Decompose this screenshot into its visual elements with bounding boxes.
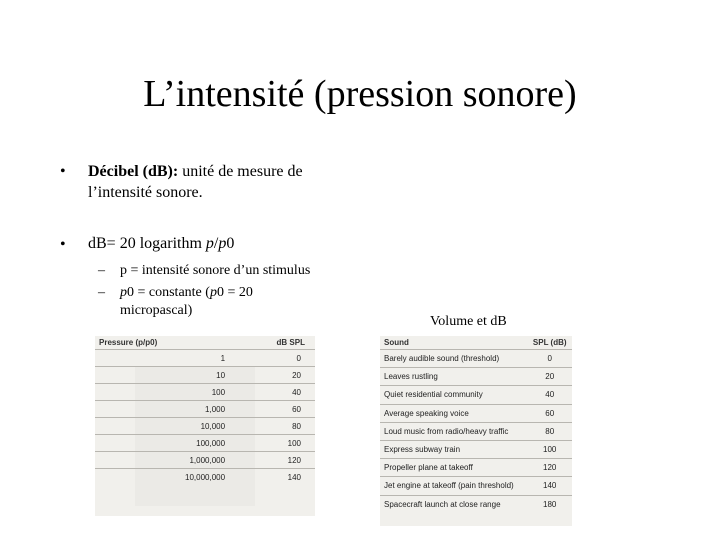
sub-bullet-1-text: p = intensité sonore d’un stimulus	[120, 263, 311, 278]
db-cell: 120	[229, 452, 315, 469]
pressure-cell: 10,000	[95, 418, 229, 435]
db-cell: 20	[229, 367, 315, 384]
sub-bullet-2-line2: micropascal)	[120, 303, 193, 318]
pressure-cell: 10,000,000	[95, 469, 229, 486]
db-cell: 60	[229, 401, 315, 418]
spl-cell: 120	[527, 459, 572, 477]
sound-table-scan	[380, 336, 572, 526]
table-row	[380, 386, 572, 404]
formula-p0: p	[218, 235, 227, 252]
table-row	[95, 418, 315, 435]
table-row	[380, 495, 572, 513]
db-cell: 0	[229, 350, 315, 367]
spl-cell: 0	[527, 350, 572, 368]
table-row	[380, 404, 572, 422]
spl-cell: 80	[527, 422, 572, 440]
pressure-table	[95, 336, 315, 485]
pressure-table-header	[95, 336, 315, 350]
sound-cell: Spacecraft launch at close range	[380, 495, 527, 513]
formula-slash: /	[213, 235, 219, 252]
bullet-1	[88, 161, 303, 203]
db-cell: 100	[229, 435, 315, 452]
sub-bullet-2-p: p	[120, 285, 127, 300]
sound-table-body	[380, 350, 572, 513]
pressure-cell: 100	[95, 384, 229, 401]
spl-cell: 20	[527, 368, 572, 386]
sub-bullet-1-dash: –	[98, 263, 105, 278]
formula-start: dB= 20 logarithm	[88, 235, 206, 252]
bullet-1-text-line2: l’intensité sonore.	[88, 184, 203, 201]
sub-bullet-2-text: 0 = constante (	[127, 285, 210, 300]
sub-bullet-2-p2: p	[209, 285, 217, 300]
sound-cell: Express subway train	[380, 440, 527, 458]
volume-label: Volume et dB	[430, 314, 507, 329]
table-row	[95, 452, 315, 469]
pressure-cell: 1,000,000	[95, 452, 229, 469]
sound-table	[380, 336, 572, 513]
db-cell: 80	[229, 418, 315, 435]
sound-cell: Propeller plane at takeoff	[380, 459, 527, 477]
table-row	[380, 368, 572, 386]
db-spl-header: dB SPL	[276, 338, 305, 347]
table-row	[380, 477, 572, 495]
sub-bullet-1	[98, 262, 310, 280]
sound-cell: Average speaking voice	[380, 404, 527, 422]
table-row	[95, 350, 315, 367]
table-row	[95, 401, 315, 418]
table-row	[95, 435, 315, 452]
pressure-cell: 1	[95, 350, 229, 367]
table-row	[380, 422, 572, 440]
bullet-2-formula	[88, 233, 234, 254]
spl-cell: 180	[527, 495, 572, 513]
pressure-table-scan	[95, 336, 315, 516]
sound-cell: Quiet residential community	[380, 386, 527, 404]
table-row	[380, 459, 572, 477]
pressure-cell: 100,000	[95, 435, 229, 452]
sound-cell: Barely audible sound (threshold)	[380, 350, 527, 368]
slide-title: L’intensité (pression sonore)	[143, 73, 577, 115]
formula-p: p	[205, 235, 214, 252]
table-row	[95, 469, 315, 486]
table-row	[95, 367, 315, 384]
sub-bullet-2-dash: –	[98, 285, 105, 300]
sound-cell: Leaves rustling	[380, 368, 527, 386]
table-row	[380, 350, 572, 368]
pressure-table-body	[95, 350, 315, 486]
pressure-cell: 10	[95, 367, 229, 384]
bullet-2-symbol: •	[60, 236, 66, 253]
sound-cell: Jet engine at takeoff (pain threshold)	[380, 477, 527, 495]
spl-cell: 60	[527, 404, 572, 422]
spl-cell: 40	[527, 386, 572, 404]
bullet-1-text: unité de mesure de	[178, 163, 303, 180]
sub-bullet-2-text2: 0 = 20	[216, 285, 253, 300]
spl-header: SPL (dB)	[532, 338, 567, 347]
table-row	[95, 384, 315, 401]
sound-table-header	[380, 336, 572, 350]
table-row	[380, 440, 572, 458]
sound-header: Sound	[384, 338, 409, 347]
pressure-header: Pressure (p/p0)	[99, 338, 158, 347]
pressure-cell: 1,000	[95, 401, 229, 418]
bullet-1-term: Décibel (dB):	[88, 163, 179, 180]
db-cell: 140	[229, 469, 315, 486]
spl-cell: 140	[527, 477, 572, 495]
formula-zero: 0	[226, 235, 235, 252]
sub-bullet-2	[98, 284, 253, 320]
spl-cell: 100	[527, 440, 572, 458]
sound-cell: Loud music from radio/heavy traffic	[380, 422, 527, 440]
bullet-1-symbol: •	[60, 163, 66, 180]
db-cell: 40	[229, 384, 315, 401]
